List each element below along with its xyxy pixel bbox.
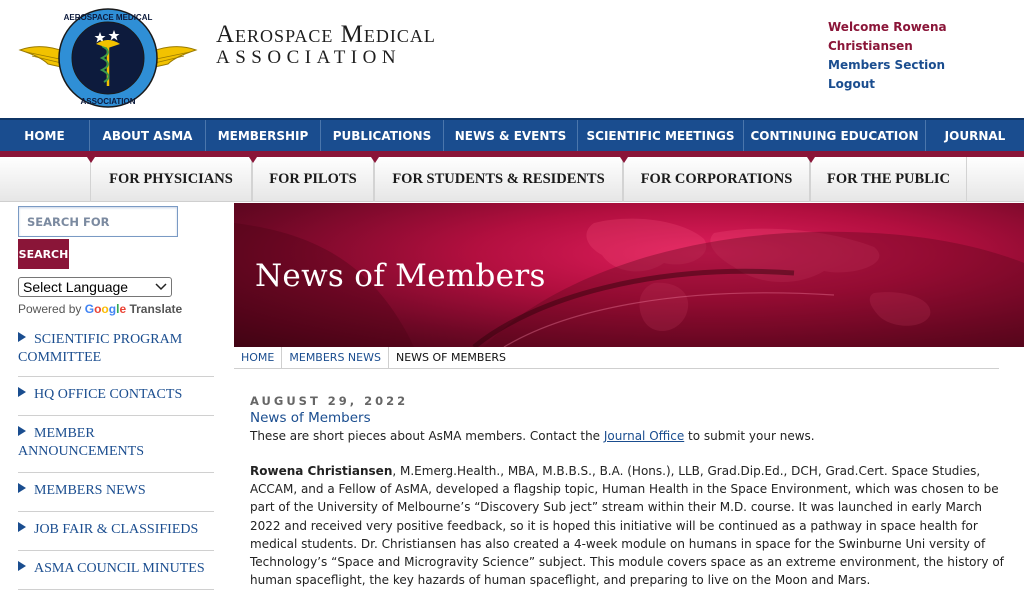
article-date: AUGUST 29, 2022 bbox=[250, 394, 409, 408]
article-intro bbox=[250, 429, 1010, 443]
sidebar-item-label: JOB FAIR & CLASSIFIEDS bbox=[34, 522, 199, 537]
subnav-label: FOR THE PUBLIC bbox=[826, 171, 950, 187]
breadcrumb-home[interactable]: HOME bbox=[234, 347, 282, 369]
sidebar-item-label: COMMITTEE bbox=[18, 350, 102, 365]
language-select-value: Select Language bbox=[23, 279, 129, 295]
caret-icon bbox=[371, 157, 379, 163]
sidebar-item-label: ASMA COUNCIL MINUTES bbox=[34, 561, 205, 576]
breadcrumb bbox=[234, 347, 999, 369]
journal-office-link[interactable]: Journal Office bbox=[603, 429, 685, 443]
subnav-pilots[interactable] bbox=[252, 157, 374, 202]
logout-link[interactable]: Logout bbox=[828, 77, 876, 91]
search-button[interactable]: SEARCH bbox=[18, 239, 69, 269]
nav-home[interactable]: HOME bbox=[0, 120, 90, 151]
audience-nav bbox=[0, 157, 1024, 202]
caret-icon bbox=[87, 157, 95, 163]
sidebar-item-label: MEMBERS NEWS bbox=[34, 483, 146, 498]
site-header bbox=[0, 0, 1024, 118]
nav-journal[interactable]: JOURNAL bbox=[944, 128, 1006, 143]
org-name-line1: Aerospace Medical bbox=[216, 21, 436, 48]
article-body-text: , M.Emerg.Health., MBA, M.B.B.S., B.A. (Hons.), LLB, Grad.Dip.Ed., DCH, Grad.Cert. Space Studies, ACCAM, and a Fellow of AsMA, developed a flagship topic, Human Health in the Space Environment, which was chosen to be part of the University of Melbourne’s “Discovery Sub ject” stream within their M.D. course. It was launched in early March 2022 and received very positive feedback, so it is hoped this initiative will be continued as a pathway in space health for medical students. Dr. Christiansen has also created a 4-week module on humans in space for the Swinburne Uni versity of Technology’s “Space and Microgravity Science” subject. This module covers space as an extreme environment, the history of human spaceflight, the key hazards of human spaceflight, and preparing to live on the Moon and Mars. bbox=[250, 464, 1004, 588]
subnav-label: FOR PHYSICIANS bbox=[109, 171, 233, 187]
sidebar-item-member-announcements[interactable] bbox=[18, 416, 214, 473]
sidebar-item-label: HQ OFFICE CONTACTS bbox=[34, 387, 183, 402]
breadcrumb-current: NEWS OF MEMBERS bbox=[395, 351, 507, 364]
members-section-link[interactable]: Members Section bbox=[828, 58, 946, 72]
subnav-public[interactable] bbox=[810, 157, 967, 202]
arrow-right-icon bbox=[18, 522, 26, 532]
page-title: News of Members bbox=[255, 258, 546, 294]
article-title: News of Members bbox=[250, 410, 371, 426]
sidebar-item-label: ANNOUNCEMENTS bbox=[18, 444, 144, 459]
google-translate-attribution bbox=[18, 302, 182, 316]
translate-text: Translate bbox=[129, 302, 183, 316]
language-select[interactable] bbox=[18, 277, 172, 297]
search-input[interactable]: SEARCH FOR bbox=[18, 206, 178, 237]
intro-text: These are short pieces about AsMA members. Contact the bbox=[250, 429, 604, 443]
nav-scientific-meetings[interactable]: SCIENTIFIC MEETINGS bbox=[578, 120, 744, 151]
logo-text-bottom: ASSOCIATION bbox=[80, 97, 136, 106]
caret-icon bbox=[807, 157, 815, 163]
nav-about-asma[interactable]: ABOUT ASMA bbox=[90, 120, 206, 151]
caret-icon bbox=[249, 157, 257, 163]
arrow-right-icon bbox=[18, 483, 26, 493]
nav-publications[interactable]: PUBLICATIONS bbox=[321, 120, 444, 151]
sidebar-item-job-fair[interactable] bbox=[18, 512, 214, 551]
chevron-down-icon bbox=[155, 283, 167, 291]
arrow-right-icon bbox=[18, 387, 26, 397]
caret-icon bbox=[620, 157, 628, 163]
intro-text-end: to submit your news. bbox=[684, 429, 815, 443]
sidebar-item-label: SCIENTIFIC PROGRAM bbox=[34, 332, 183, 347]
welcome-text: Welcome Rowena Christiansen bbox=[828, 20, 947, 53]
article-body bbox=[250, 462, 1008, 589]
sidebar-item-members-news[interactable] bbox=[18, 473, 214, 512]
asma-logo[interactable] bbox=[18, 6, 198, 110]
nav-news-events[interactable]: NEWS & EVENTS bbox=[444, 120, 578, 151]
arrow-right-icon bbox=[18, 332, 26, 342]
subnav-label: FOR PILOTS bbox=[269, 171, 357, 187]
subnav-corporations[interactable] bbox=[623, 157, 810, 202]
member-name: Rowena Christiansen bbox=[250, 464, 393, 478]
sidebar-item-scientific-program[interactable] bbox=[18, 320, 214, 377]
sidebar-item-hq-contacts[interactable] bbox=[18, 377, 214, 416]
subnav-physicians[interactable] bbox=[90, 157, 252, 202]
powered-by-text: Powered by bbox=[18, 302, 82, 316]
subnav-students-residents[interactable] bbox=[374, 157, 623, 202]
subnav-label: FOR CORPORATIONS bbox=[640, 171, 793, 187]
main-nav bbox=[0, 118, 1024, 151]
sidebar-item-label: MEMBER bbox=[34, 426, 95, 441]
user-box bbox=[828, 18, 1024, 94]
subnav-label: FOR STUDENTS & RESIDENTS bbox=[392, 171, 605, 187]
nav-continuing-education[interactable]: CONTINUING EDUCATION bbox=[744, 120, 926, 151]
google-logo[interactable]: Google bbox=[84, 302, 127, 316]
breadcrumb-members-news[interactable]: MEMBERS NEWS bbox=[282, 347, 389, 369]
org-name-line2: ASSOCIATION bbox=[216, 47, 402, 68]
org-name[interactable] bbox=[216, 22, 436, 68]
arrow-right-icon bbox=[18, 426, 26, 436]
sidebar-item-council-minutes[interactable] bbox=[18, 551, 214, 590]
page-banner bbox=[234, 203, 1024, 347]
logo-text-top: AEROSPACE MEDICAL bbox=[63, 13, 153, 22]
sidebar-menu bbox=[18, 320, 214, 590]
arrow-right-icon bbox=[18, 561, 26, 571]
nav-membership[interactable]: MEMBERSHIP bbox=[206, 120, 321, 151]
